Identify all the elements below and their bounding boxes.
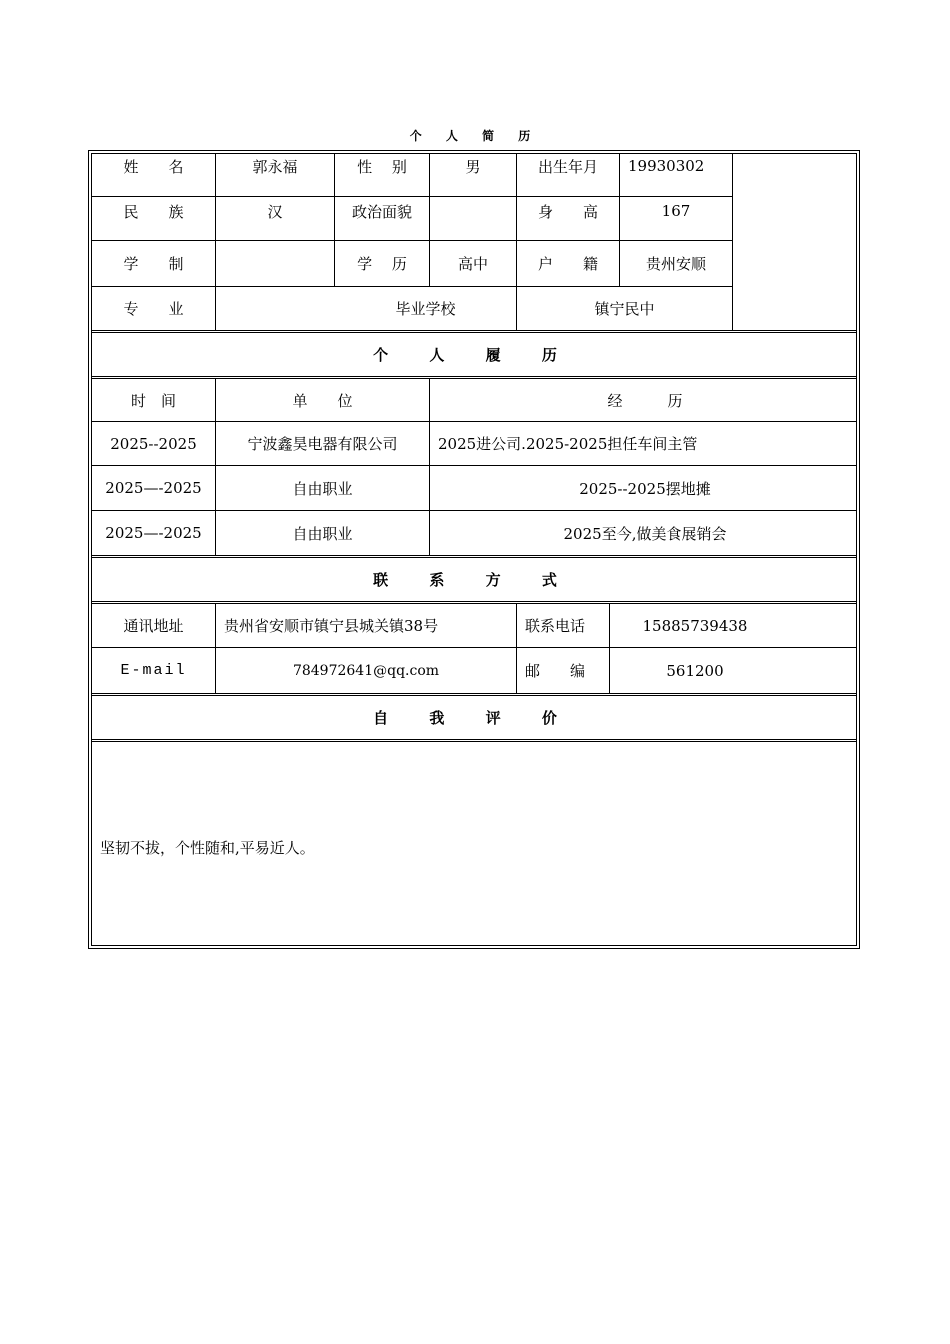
school-label: 毕业学校 (395, 300, 456, 318)
gender-value: 男 (465, 157, 481, 176)
birth-label: 出生年月 (537, 157, 598, 176)
major-value (216, 287, 334, 330)
resume-row-experience: 2025进公司.2025-2025担任车间主管 (438, 435, 698, 453)
zip-value: 561200 (666, 661, 724, 680)
education-label: 学 历 (357, 255, 407, 273)
zip-label: 邮 编 (525, 662, 586, 680)
address-label: 通讯地址 (123, 617, 184, 635)
self-eval-section-title: 自 我 评 价 (373, 709, 575, 727)
resume-header-time: 时 间 (130, 391, 176, 410)
hukou-label: 户 籍 (537, 255, 598, 273)
schooling-value (216, 241, 334, 286)
address-value: 贵州省安顺市镇宁县城关镇38号 (224, 617, 439, 635)
gender-label: 性 别 (357, 157, 407, 176)
phone-label: 联系电话 (525, 617, 586, 635)
resume-header-unit: 单 位 (292, 391, 353, 410)
email-label: E-mail (120, 662, 187, 679)
name-label: 姓 名 (123, 157, 184, 176)
hukou-value: 贵州安顺 (645, 255, 706, 273)
resume-table (88, 150, 860, 949)
resume-row-experience: 2025--2025摆地摊 (579, 479, 711, 498)
resume-section-title: 个 人 履 历 (373, 346, 575, 364)
resume-row-time: 2025—-2025 (105, 524, 202, 542)
resume-row-experience: 2025至今,做美食展销会 (563, 524, 727, 543)
resume-table-inner (91, 153, 857, 946)
document-title: 个 人 简 历 (409, 129, 541, 143)
political-value (430, 197, 516, 225)
birth-value: 19930302 (628, 157, 705, 175)
height-label: 身 高 (537, 202, 598, 221)
ethnic-label: 民 族 (123, 202, 184, 221)
phone-value: 15885739438 (642, 616, 748, 635)
name-value: 郭永福 (252, 157, 298, 176)
resume-header-experience: 经 历 (607, 391, 683, 410)
email-value: 784972641@qq.com (292, 662, 440, 679)
political-label: 政治面貌 (351, 202, 412, 221)
height-value: 167 (661, 202, 691, 220)
self-eval-text: 坚韧不拔，个性随和,平易近人。 (100, 839, 315, 857)
school-value: 镇宁民中 (594, 300, 655, 318)
resume-row-time: 2025—-2025 (105, 479, 202, 497)
major-label: 专 业 (123, 300, 184, 318)
resume-row-unit: 自由职业 (292, 479, 353, 498)
resume-row-time: 2025--2025 (110, 434, 197, 453)
education-value: 高中 (457, 255, 488, 273)
resume-row-unit: 宁波鑫昊电器有限公司 (247, 435, 398, 453)
schooling-label: 学 制 (123, 255, 184, 273)
resume-row-unit: 自由职业 (292, 524, 353, 543)
contact-section-title: 联 系 方 式 (373, 571, 575, 589)
ethnic-value: 汉 (267, 202, 283, 221)
